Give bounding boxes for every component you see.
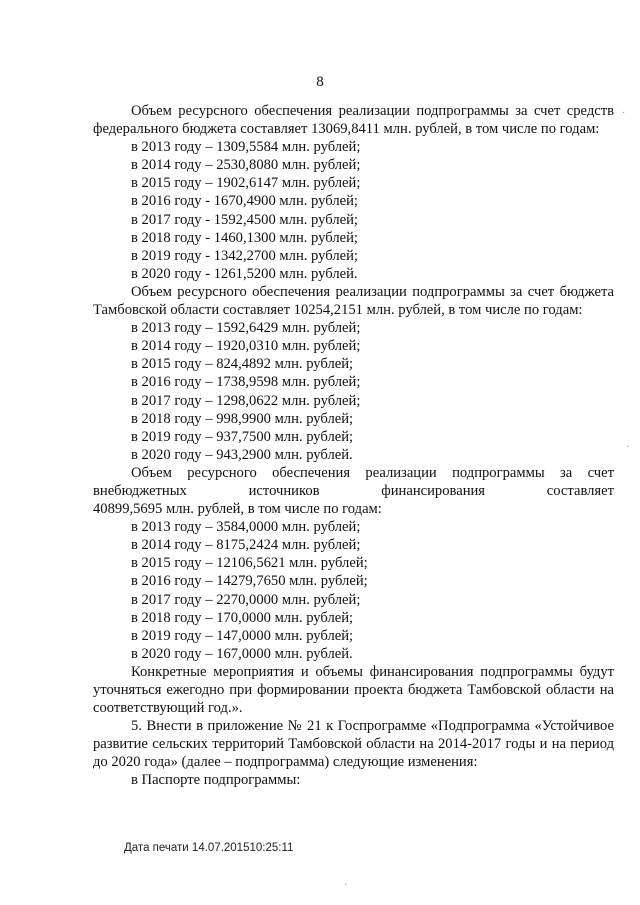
- list-item: в 2014 году – 2530,8080 млн. рублей;: [131, 157, 361, 174]
- list-item: в 2019 году – 937,7500 млн. рублей;: [131, 428, 354, 445]
- list-item: в 2016 году – 14279,7650 млн. рублей;: [131, 573, 368, 590]
- list-item: в 2017 году – 1298,0622 млн. рублей;: [131, 392, 361, 409]
- list-item: в 2020 году – 167,0000 млн. рублей.: [131, 645, 353, 662]
- list-item: в 2014 году – 1920,0310 млн. рублей;: [131, 338, 361, 355]
- document-body: [93, 102, 614, 790]
- list-item: в 2018 году – 170,0000 млн. рублей;: [131, 609, 354, 626]
- item-5-paragraph: 5. Внести в приложение № 21 к Госпрограмме «Подпрограмма «Устойчивое развитие сельских территорий Тамбовской области на 2014-2017 годы и на период до 2020 года» (далее – подпрограмма) следующие изменения:: [93, 718, 614, 771]
- list-item: в 2016 году - 1670,4900 млн. рублей;: [131, 193, 358, 210]
- list-item: в 2014 году – 8175,2424 млн. рублей;: [131, 537, 361, 554]
- list-item: в 2019 году - 1342,2700 млн. рублей;: [131, 247, 358, 264]
- scan-speck: ·: [622, 108, 626, 119]
- page-number: 8: [316, 74, 324, 90]
- extrabudget-intro-line1: Объем ресурсного обеспечения реализации подпрограммы за счет: [131, 464, 614, 481]
- list-item: в 2020 году - 1261,5200 млн. рублей.: [131, 265, 358, 282]
- list-item: в 2015 году – 12106,5621 млн. рублей;: [131, 555, 368, 572]
- scan-speck: ·: [626, 442, 630, 453]
- extrabudget-intro-line2: внебюджетных источников финансирования составляет: [93, 482, 614, 499]
- list-item: в 2017 году - 1592,4500 млн. рублей;: [131, 211, 358, 228]
- extrabudget-intro-line3: 40899,5695 млн. рублей, в том числе по годам:: [93, 501, 382, 518]
- list-item: в 2017 году – 2270,0000 млн. рублей;: [131, 591, 361, 608]
- list-item: в 2015 году – 824,4892 млн. рублей;: [131, 356, 354, 373]
- extrabudget-years-list: [93, 518, 614, 663]
- federal-budget-intro: Объем ресурсного обеспечения реализации подпрограммы за счет средств федерального бюджета составляет 13069,8411 млн. рублей, в том числе по годам:: [93, 103, 614, 138]
- list-item: в 2020 году – 943,2900 млн. рублей.: [131, 446, 353, 463]
- regional-budget-intro: Объем ресурсного обеспечения реализации подпрограммы за счет бюджета Тамбовской области составляет 10254,2151 млн. рублей, в том числе по годам:: [93, 283, 614, 319]
- list-item: в 2018 году - 1460,1300 млн. рублей;: [131, 229, 358, 246]
- list-item: в 2013 году – 3584,0000 млн. рублей;: [131, 519, 361, 536]
- regional-budget-years-list: [93, 319, 614, 464]
- list-item: в 2018 году – 998,9900 млн. рублей;: [131, 410, 354, 427]
- closing-paragraph: Конкретные мероприятия и объемы финансирования подпрограммы будут уточняться ежегодно при формировании проекта бюджета Тамбовской области на соответствующий год.».: [93, 663, 614, 717]
- list-item: в 2019 году – 147,0000 млн. рублей;: [131, 627, 354, 644]
- print-date-footer: Дата печати 14.07.201510:25:11: [124, 842, 294, 854]
- list-item: в 2015 году – 1902,6147 млн. рублей;: [131, 175, 361, 192]
- list-item: в 2016 году – 1738,9598 млн. рублей;: [131, 374, 361, 391]
- federal-budget-years-list: [93, 138, 614, 283]
- scan-speck: ·: [344, 880, 348, 891]
- list-item: в 2013 году – 1592,6429 млн. рублей;: [131, 320, 361, 337]
- passport-line: в Паспорте подпрограммы:: [131, 772, 301, 789]
- list-item: в 2013 году – 1309,5584 млн. рублей;: [131, 139, 361, 156]
